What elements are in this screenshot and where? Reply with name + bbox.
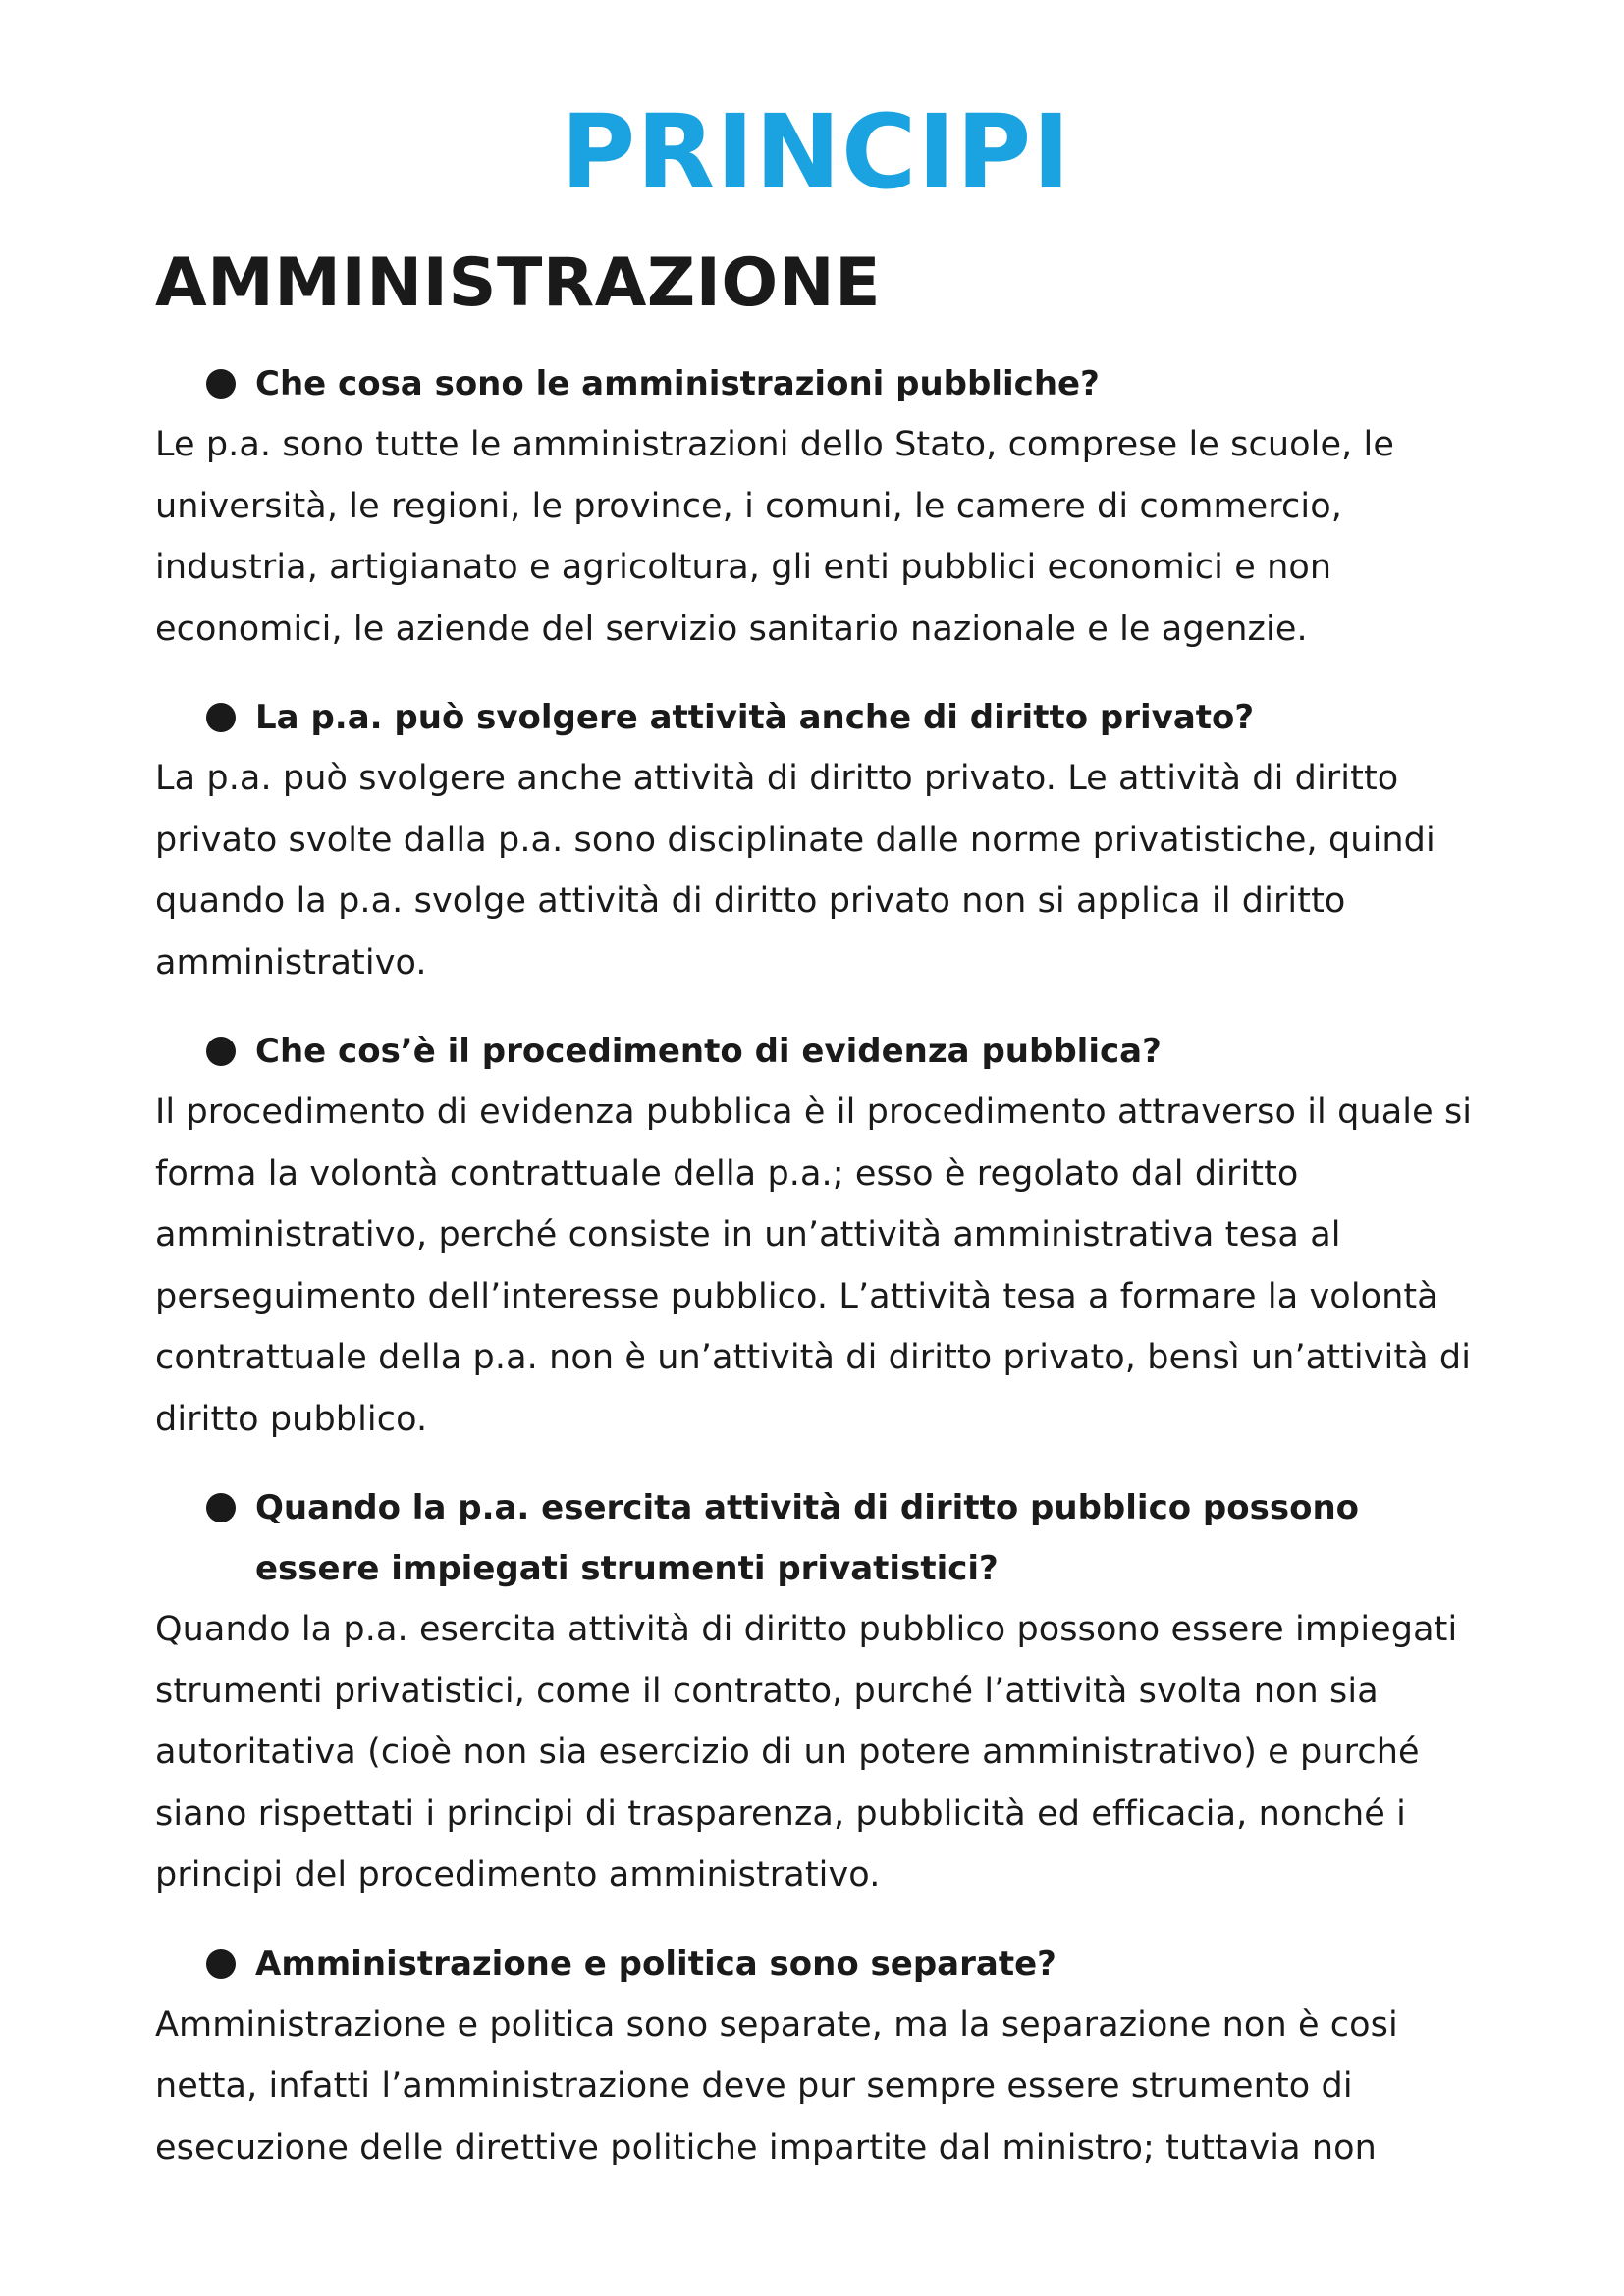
answer-text: La p.a. può svolgere anche attività di diritto privato. Le attività di diritto privato svolte dalla p.a. sono disciplinate dalle norme privatistiche, quindi quando la p.a. svolge attività di diritto privato non si applica il diritto amministrativo. <box>155 759 1435 983</box>
question-text: Che cos’è il procedimento di evidenza pubblica? <box>255 1032 1162 1071</box>
section-heading: AMMINISTRAZIONE <box>155 244 882 322</box>
question <box>155 1934 1477 1995</box>
qa-list <box>155 353 1477 2178</box>
answer-text: Amministrazione e politica sono separate, ma la separazione non è cosi netta, infatti l’amministrazione deve pur sempre essere strumento di esecuzione delle direttive politiche impartite dal ministro; tuttavia non <box>155 2004 1398 2167</box>
answer-text: Quando la p.a. esercita attività di diritto pubblico possono essere impiegati strumenti privatistici, come il contratto, purché l’attività svolta non sia autoritativa (cioè non sia esercizio di un potere amministrativo) e purché siano rispettati i principi di trasparenza, pubblicità ed efficacia, nonché i principi del procedimento amministrativo. <box>155 1610 1458 1895</box>
answer-text: Il procedimento di evidenza pubblica è il procedimento attraverso il quale si forma la volontà contrattuale della p.a.; esso è regolato dal diritto amministrativo, perché consiste in un’attività amministrativa tesa al perseguimento dell’interesse pubblico. L’attività tesa a formare la volontà contrattuale della p.a. non è un’attività di diritto privato, bensì un’attività di diritto pubblico. <box>155 1093 1473 1439</box>
bullet-icon <box>206 1949 236 1979</box>
question-text: Amministrazione e politica sono separate? <box>255 1944 1056 1984</box>
answer-text: Le p.a. sono tutte le amministrazioni dello Stato, comprese le scuole, le università, le regioni, le province, i comuni, le camere di commercio, industria, artigianato e agricoltura, gli enti pubblici economici e non economici, le aziende del servizio sanitario nazionale e le agenzie. <box>155 425 1395 649</box>
bullet-icon <box>206 1493 236 1522</box>
question <box>155 1021 1477 1082</box>
question <box>155 687 1477 748</box>
question <box>155 1477 1477 1599</box>
qa-item <box>155 1934 1477 2179</box>
question-text: Quando la p.a. esercita attività di diritto pubblico possono essere impiegati strumenti privatistici? <box>255 1488 1360 1588</box>
qa-item <box>155 1021 1477 1450</box>
bullet-icon <box>206 703 236 732</box>
question-text: Che cosa sono le amministrazioni pubbliche? <box>255 364 1100 403</box>
question <box>155 353 1477 414</box>
bullet-icon <box>206 369 236 399</box>
question-text: La p.a. può svolgere attività anche di diritto privato? <box>255 698 1255 737</box>
bullet-icon <box>206 1037 236 1066</box>
qa-item <box>155 1477 1477 1906</box>
qa-item <box>155 687 1477 993</box>
qa-item <box>155 353 1477 660</box>
page-title: PRINCIPI <box>561 92 1071 212</box>
